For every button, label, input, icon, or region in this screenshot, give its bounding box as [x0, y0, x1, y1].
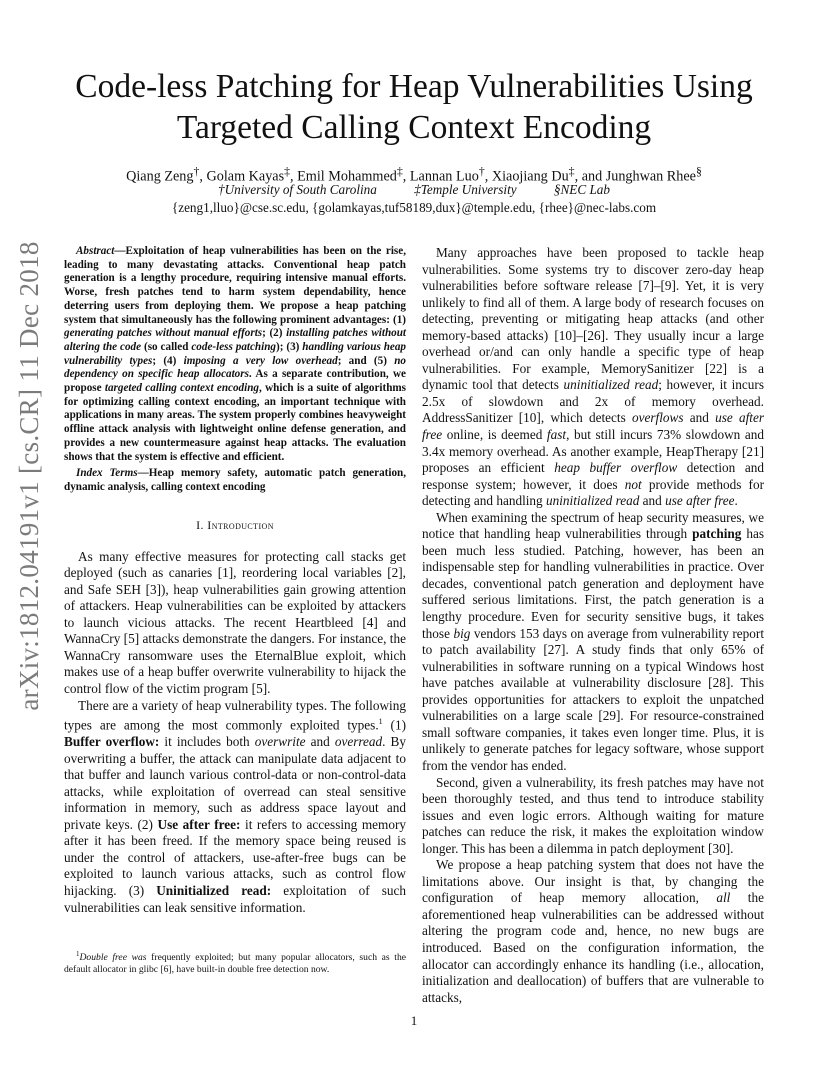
affiliation-3: §NEC Lab	[553, 182, 610, 197]
paragraph: As many effective measures for protecting call stacks get deployed (such as canaries [1], reordering local variables [2], and Safe SEH [3]), heap vulnerabilities gain growing attention of attackers. Heap vulnerabilities can be exploited by attackers to launch vicious attacks. The recent Heartbleed [4] and WannaCry [5] attacks demonstrate the dangers. For instance, the WannaCry ransomware uses the EternalBlue exploit, which makes use of a heap buffer overwrite vulnerability to hijack the control flow of the victim program [5].	[64, 548, 406, 697]
affiliation-2: ‡Temple University	[414, 182, 517, 197]
index-terms: Index Terms—Heap memory safety, automatic patch generation, dynamic analysis, calling context encoding	[64, 467, 407, 493]
arxiv-identifier: arXiv:1812.04191v1 [cs.CR] 11 Dec 2018	[14, 241, 44, 711]
right-column	[422, 245, 764, 1006]
paper-title: Code-less Patching for Heap Vulnerabilities Using Targeted Calling Context Encoding	[75, 68, 753, 146]
abstract-label: Abstract	[76, 245, 115, 257]
footnote: $^1$Double free was frequently exploited; but many popular allocators, such as the default allocator in glibc [6], have built-in double free detection now.	[64, 950, 406, 976]
left-column	[64, 245, 406, 916]
affiliation-1: †University of South Carolina	[218, 182, 377, 197]
page-number: 1	[410, 1013, 418, 1028]
index-terms-label: Index Terms	[76, 467, 138, 480]
author-emails: {zeng1,lluo}@cse.sc.edu, {golamkayas,tuf58189,dux}@temple.edu, {rhee}@nec-labs.com	[171, 200, 657, 215]
paragraph: We propose a heap patching system that does not have the limitations above. Our insight is that, by changing the configuration of heap memory allocation, all the aforementioned heap vulnerabilities can be addressed without altering the program code and, hence, no new bugs are introduced. Based on the configuration information, the allocator can accordingly enhance its handling (i.e., allocation, initialization and deallocation) of buffers that are vulnerable to attacks,	[422, 857, 764, 1005]
abstract: Abstract—Exploitation of heap vulnerabilities has been on the rise, leading to many devastating attacks. Conventional heap patch generation is a lengthy procedure, requiring intensive manual efforts. Worse, fresh patches tend to harm system dependability, hence deterring users from deploying them. We propose a heap patching system that simultaneously has the following prominent advantages: (1) generating patches without manual efforts; (2) installing patches without altering the code (so called code-less patching); (3) handling various heap vulnerability types; (4) imposing a very low overhead; and (5) no dependency on specific heap allocators. As a separate contribution, we propose targeted calling context encoding, which is a suite of algorithms for optimizing calling context encoding, an important technique with applications in many areas. The system properly combines heavyweight offline attack analysis with lightweight online defense generation, and provides a new countermeasure against heap attacks. The evaluation shows that the system is effective and efficient.	[64, 245, 407, 463]
paragraph: When examining the spectrum of heap security measures, we notice that handling heap vulnerabilities through patching has been much less studied. Patching, however, has been an indispensable step for handling vulnerabilities in practice. Over decades, conventional patch generation and deployment have suffered serious limitations. First, the patch generation is a lengthy procedure. Even for security sensitive bugs, it takes those big vendors 153 days on average from vulnerability report to patch availability [27]. A study finds that only 65% of vulnerabilities in software running on a typical Windows host have patches available at vulnerability disclosure [28]. This provides opportunities for attackers to exploit the unpatched vulnerabilities on a large scale [29]. For resource-constrained small software companies, it takes even longer time. Plus, it is unlikely to generate patches for legacy software, whose support from the vendor has ended.	[422, 509, 764, 773]
affiliations	[40, 181, 788, 198]
paragraph: Second, given a vulnerability, its fresh patches may have not been thoroughly tested, and thus tend to introduce stability issues and even logic errors. Although waiting for mature patches can reduce the risk, it makes the exploitation window longer. This has been a dilemma in patch deployment [30].	[422, 774, 764, 856]
section-heading: I. Introduction	[196, 517, 274, 532]
paragraph: Many approaches have been proposed to tackle heap vulnerabilities. Some systems try to discover zero-day heap vulnerabilities before software release [7]–[9]. Yet, it is very unlikely to find all of them. A large body of research focuses on detecting, preventing or mitigating heap attacks (and other memory-based attacks) [10]–[26]. They usually incur a large overhead or/and can only handle a specific type of heap vulnerabilities. For example, MemorySanitizer [22] is a dynamic tool that detects uninitialized read; however, it incurs 2.5x of slowdown and 2x of memory overhead. AddressSanitizer [10], which detects overflows and use after free online, is deemed fast, but still incurs 73% slowdown and 3.4x memory overhead. As another example, HeapTherapy [21] proposes an efficient heap buffer overflow detection and response system; however, it does not provide methods for detecting and handling uninitialized read and use after free.	[422, 245, 765, 509]
author-list: Qiang Zeng†, Golam Kayas‡, Emil Mohammed‡, Lannan Luo†, Xiaojiang Du‡, and Junghwan Rhee§	[126, 164, 702, 185]
paragraph: There are a variety of heap vulnerability types. The following types are among the most commonly exploited types.$^1$ (1) Buffer overflow: it includes both overwrite and overread. By overwriting a buffer, the attack can manipulate data adjacent to that buffer and launch various control-data or non-control-data attacks, while exploitation of overread can steal sensitive information in memory, such as address space layout and private keys. (2) Use after free: it refers to accessing memory after it has been freed. If the memory space being reused is under the control of attackers, use-after-free bugs can be exploited to launch various attacks, such as control flow hijacking. (3) Uninitialized read: exploitation of such vulnerabilities can leak sensitive information.	[64, 697, 407, 915]
